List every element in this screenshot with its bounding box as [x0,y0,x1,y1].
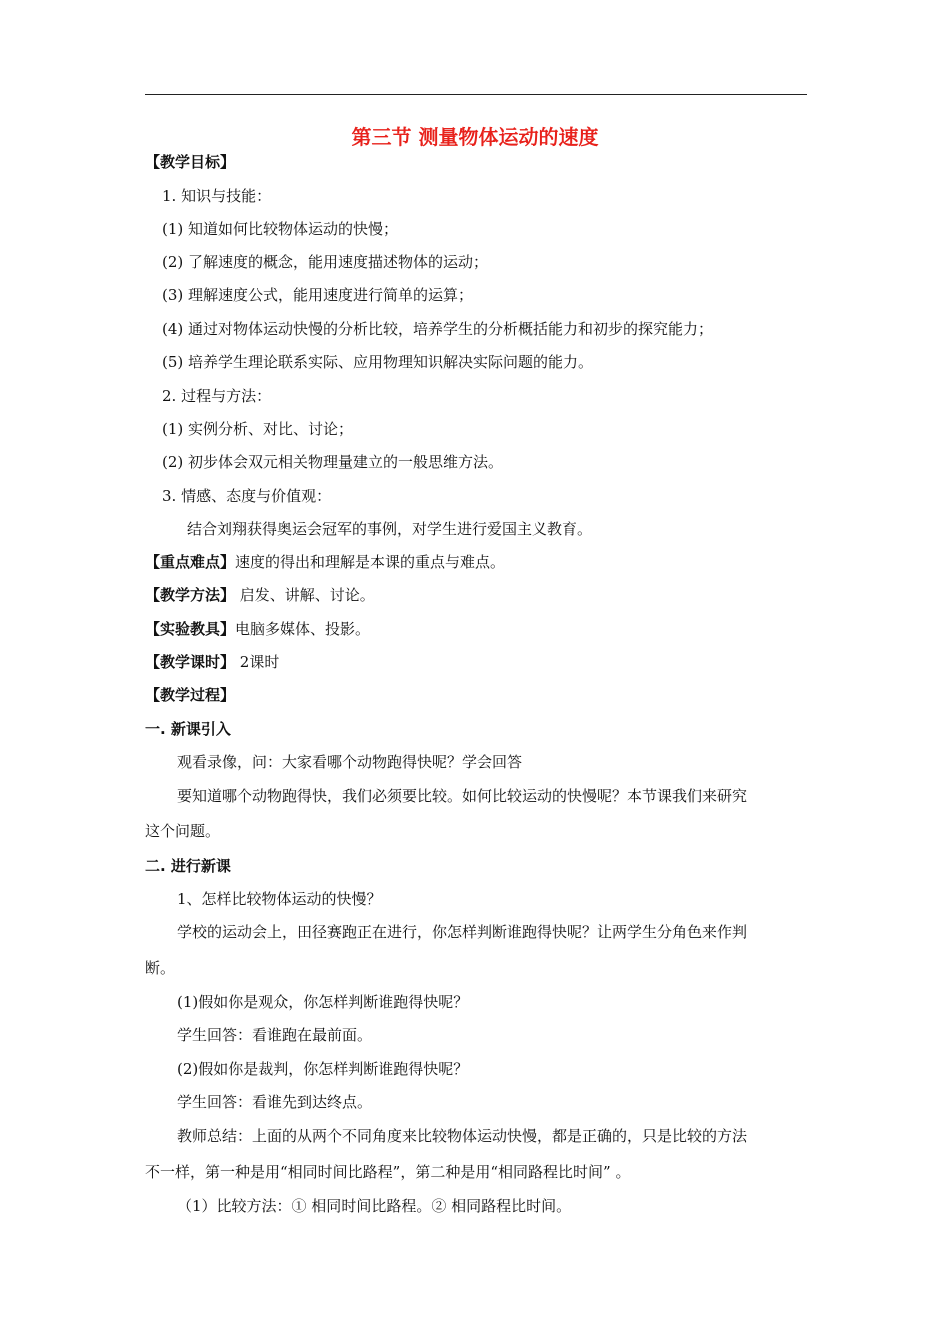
equipment-label: 【实验教具】 [145,620,236,638]
hours-label: 【教学课时】 [145,653,236,671]
section2-heading: 二. 进行新课 [145,857,231,875]
comparison-methods: （1）比较方法：① 相同时间比路程。② 相同路程比时间。 [177,1197,572,1215]
process-item-1: (1) 实例分析、对比、讨论； [162,420,354,438]
knowledge-item-5: (5) 培养学生理论联系实际、应用物理知识解决实际问题的能力。 [162,353,594,371]
section2-paragraph-1b: 断。 [145,959,176,977]
knowledge-item-2: (2) 了解速度的概念，能用速度描述物体的运动； [162,253,489,271]
method-text: 启发、讲解、讨论。 [235,586,375,604]
key-points-text: 速度的得出和理解是本课的重点与难点。 [235,553,506,571]
scenario-spectator: (1)假如你是观众，你怎样判断谁跑得快呢？ [177,993,469,1011]
objectives-heading: 【教学目标】 [145,153,236,171]
section2-question-1: 1、怎样比较物体运动的快慢？ [177,890,382,908]
emotion-text: 结合刘翔获得奥运会冠军的事例，对学生进行爱国主义教育。 [187,520,593,538]
section1-heading: 一. 新课引入 [145,720,231,738]
key-points [145,552,505,572]
header-rule [145,94,807,95]
teacher-summary-b: 不一样，第一种是用“相同时间比路程”，第二种是用“相同路程比时间” 。 [145,1163,631,1181]
teaching-method [145,585,375,605]
teacher-summary-a: 教师总结：上面的从两个不同角度来比较物体运动快慢，都是正确的，只是比较的方法 [177,1127,748,1145]
class-hours [145,652,279,672]
equipment-text: 电脑多媒体、投影。 [235,620,371,638]
page-title: 第三节 测量物体运动的速度 [351,125,599,149]
answer-spectator: 学生回答：看谁跑在最前面。 [177,1026,373,1044]
process-heading: 【教学过程】 [145,686,236,704]
section1-paragraph-2b: 这个问题。 [145,822,221,840]
section1-paragraph-1: 观看录像，问：大家看哪个动物跑得快呢？学会回答 [177,753,523,771]
section1-paragraph-2a: 要知道哪个动物跑得快，我们必须要比较。如何比较运动的快慢呢？本节课我们来研究 [177,787,748,805]
process-method-heading: 2. 过程与方法： [162,387,272,405]
equipment [145,619,370,639]
hours-text: 2课时 [235,653,280,671]
knowledge-item-4: (4) 通过对物体运动快慢的分析比较，培养学生的分析概括能力和初步的探究能力； [162,320,714,338]
emotion-heading: 3. 情感、态度与价值观： [162,487,332,505]
section2-paragraph-1a: 学校的运动会上，田径赛跑正在进行，你怎样判断谁跑得快呢？让两学生分角色来作判 [177,923,748,941]
process-item-2: (2) 初步体会双元相关物理量建立的一般思维方法。 [162,453,504,471]
knowledge-heading: 1. 知识与技能： [162,187,272,205]
knowledge-item-1: (1) 知道如何比较物体运动的快慢； [162,220,399,238]
method-label: 【教学方法】 [145,586,236,604]
answer-referee: 学生回答：看谁先到达终点。 [177,1093,373,1111]
key-points-label: 【重点难点】 [145,553,236,571]
scenario-referee: (2)假如你是裁判，你怎样判断谁跑得快呢？ [177,1060,469,1078]
knowledge-item-3: (3) 理解速度公式，能用速度进行简单的运算； [162,286,474,304]
